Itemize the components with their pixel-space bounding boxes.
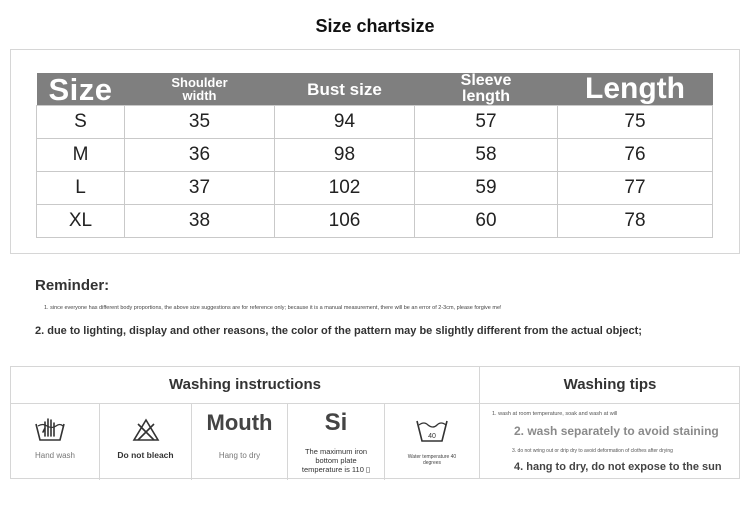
- washing-panel: [10, 366, 740, 479]
- iron-word: Si: [324, 409, 348, 436]
- iron-label-line2: bottom plate: [315, 456, 357, 465]
- table-cell: 37: [125, 172, 275, 205]
- table-cell: 58: [415, 139, 558, 172]
- water-temp-value: 40: [428, 433, 436, 440]
- size-chart-panel: [10, 49, 740, 254]
- table-cell: 36: [125, 139, 275, 172]
- no-bleach-icon: [132, 418, 160, 442]
- table-cell: 78: [558, 205, 713, 238]
- hang-dry-label: Hang to dry: [218, 451, 261, 460]
- header-shoulder-width: [125, 73, 275, 106]
- header-shoulder-line2: width: [182, 88, 217, 103]
- reminder-title: Reminder:: [35, 277, 110, 294]
- table-row: [37, 172, 713, 205]
- hand-wash-label: Hand wash: [34, 451, 76, 460]
- table-cell: 102: [275, 172, 415, 205]
- header-size: Size: [37, 73, 125, 106]
- header-sleeve-length: [415, 73, 558, 106]
- table-cell: 75: [558, 106, 713, 139]
- table-cell: 106: [275, 205, 415, 238]
- header-bust-size: Bust size: [275, 73, 415, 106]
- header-sleeve-line2: length: [462, 88, 510, 105]
- table-cell: 94: [275, 106, 415, 139]
- water-temp-line2: degrees: [422, 460, 442, 466]
- reminder-line-1: 1. since everyone has different body proportions, the above size suggestions are for reference only; because it is a manual measurement, there will be an error of 2-3cm, please forgive me!: [44, 305, 502, 311]
- tip-4: 4. hang to dry, do not expose to the sun: [514, 461, 722, 473]
- size-table-header: [37, 73, 713, 106]
- table-cell: M: [37, 139, 125, 172]
- table-row: [37, 139, 713, 172]
- table-cell: 76: [558, 139, 713, 172]
- water-temp-label: [385, 454, 479, 466]
- washing-icons-row: [11, 403, 479, 479]
- hang-dry-cell: [192, 404, 288, 480]
- table-cell: 35: [125, 106, 275, 139]
- water-temp-cell: [385, 404, 479, 480]
- wash-tub-icon: [415, 417, 449, 443]
- header-length: Length: [558, 73, 713, 106]
- hang-dry-word: Mouth: [206, 410, 273, 435]
- table-row: [37, 205, 713, 238]
- size-table: [36, 73, 713, 238]
- table-cell: 60: [415, 205, 558, 238]
- tip-2: 2. wash separately to avoid staining: [514, 424, 719, 438]
- page-title: Size chartsize: [315, 16, 435, 36]
- table-cell: 57: [415, 106, 558, 139]
- tip-1: 1. wash at room temperature, soak and wash at will: [492, 411, 618, 417]
- iron-label-line3: temperature is 110 ▯: [301, 465, 371, 474]
- table-cell: 98: [275, 139, 415, 172]
- no-bleach-cell: [100, 404, 192, 480]
- no-bleach-label: Do not bleach: [117, 450, 174, 460]
- header-sleeve-line1: Sleeve: [460, 72, 512, 89]
- table-cell: 77: [558, 172, 713, 205]
- table-cell: 59: [415, 172, 558, 205]
- table-cell: XL: [37, 205, 125, 238]
- hand-wash-icon: [34, 416, 66, 442]
- tip-3: 3. do not wring out or drip dry to avoid deformation of clothes after drying: [512, 448, 673, 454]
- table-cell: L: [37, 172, 125, 205]
- reminder-line-2: 2. due to lighting, display and other reasons, the color of the pattern may be slightly different from the actual object;: [35, 325, 642, 337]
- table-cell: 38: [125, 205, 275, 238]
- header-shoulder-line1: Shoulder: [171, 75, 228, 90]
- iron-label: [288, 447, 384, 474]
- iron-cell: [288, 404, 385, 480]
- washing-instructions-header: Washing instructions: [169, 376, 321, 393]
- table-cell: S: [37, 106, 125, 139]
- water-temp-line1: Water temperature 40: [407, 454, 457, 460]
- washing-tips-header: Washing tips: [479, 367, 740, 403]
- iron-label-line1: The maximum iron: [304, 447, 368, 456]
- table-row: [37, 106, 713, 139]
- hand-wash-cell: [11, 404, 100, 480]
- washing-tips-list: [479, 403, 740, 479]
